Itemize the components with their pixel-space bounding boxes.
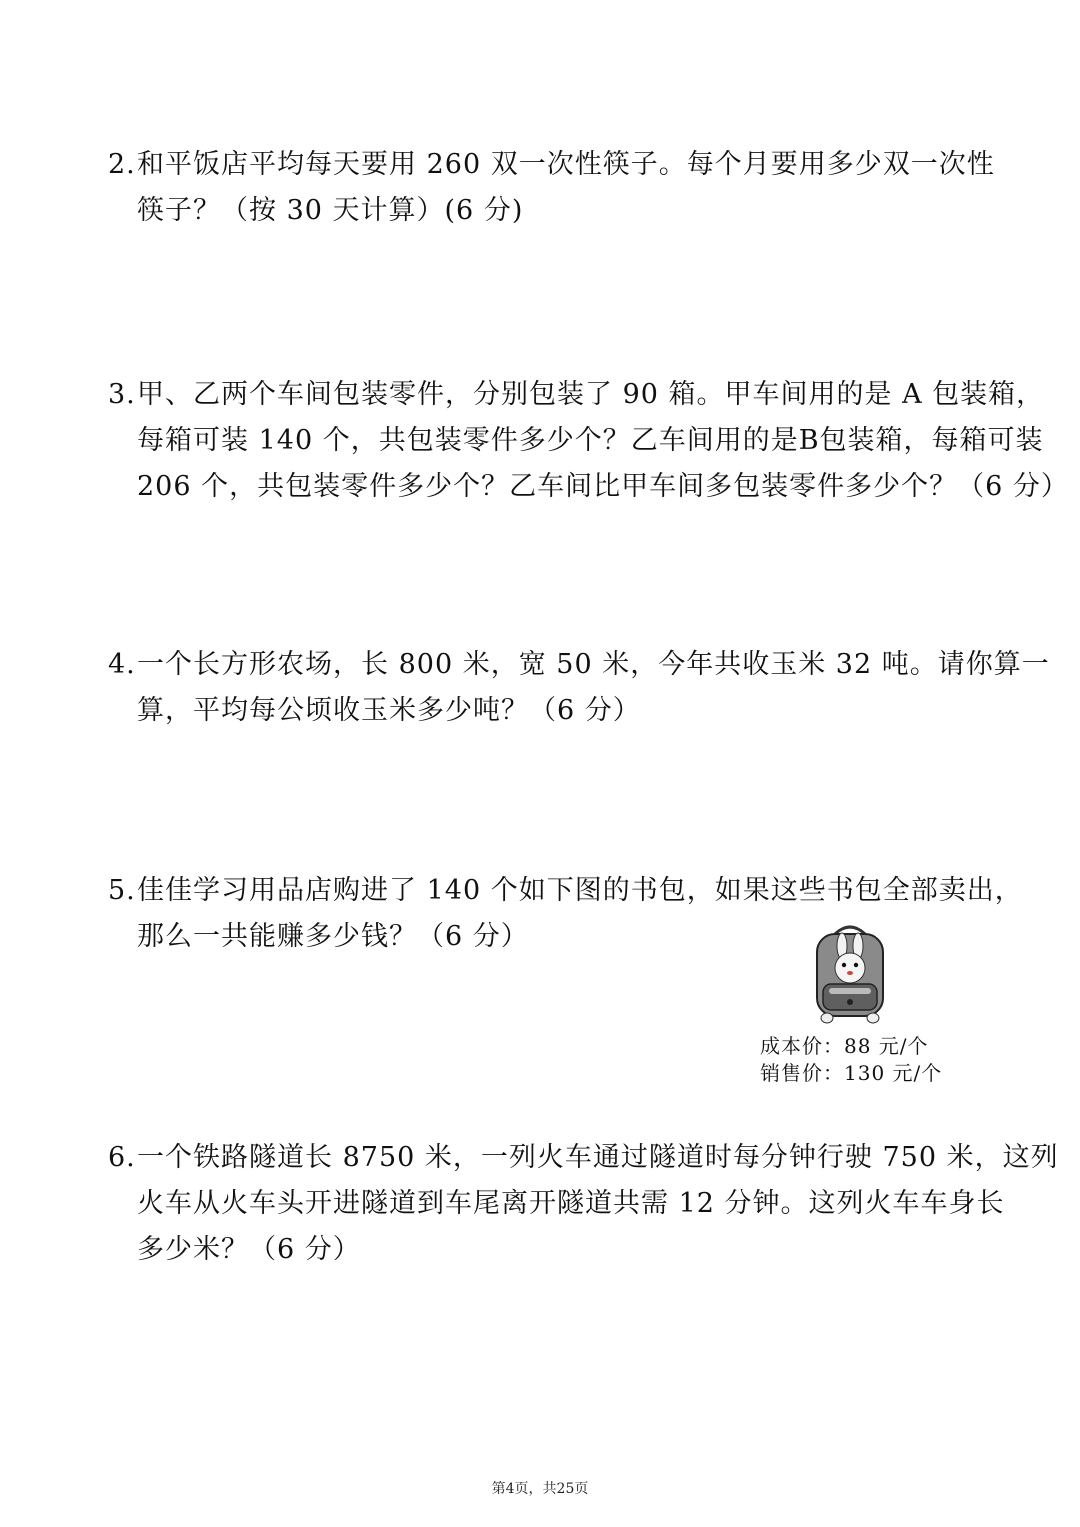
problem-number: 5. <box>108 875 136 906</box>
problem-4 <box>108 642 1050 734</box>
problem-text: 佳佳学习用品店购进了 140 个如下图的书包，如果这些书包全部卖出， <box>137 875 1023 906</box>
problem-2 <box>108 142 995 234</box>
problem-text: 火车从火车头开进隧道到车尾离开隧道共需 12 分钟。这列火车车身长 <box>137 1188 1005 1219</box>
problem-text: 和平饭店平均每天要用 260 双一次性筷子。每个月要用多少双一次性 <box>137 149 995 180</box>
problem-text: 一个长方形农场，长 800 米，宽 50 米，今年共收玉米 32 吨。请你算一 <box>137 649 1050 680</box>
problem-text: 一个铁路隧道长 8750 米，一列火车通过隧道时每分钟行驶 750 米，这列 <box>137 1142 1059 1173</box>
problem-text: 筷子？（按 30 天计算）(6 分) <box>137 195 524 226</box>
sale-price-label: 销售价：130 元/个 <box>760 1061 943 1085</box>
problem-line <box>108 642 1050 688</box>
problem-text: 算，平均每公顷收玉米多少吨？（6 分） <box>137 695 641 726</box>
problem-number: 4. <box>108 649 136 680</box>
problem-line <box>108 868 1023 914</box>
cost-price-label: 成本价：88 元/个 <box>760 1034 929 1058</box>
problem-6 <box>108 1135 1059 1273</box>
problem-text: 那么一共能赚多少钱？（6 分） <box>137 921 529 952</box>
backpack-icon <box>805 920 895 1030</box>
page-number-footer: 第4页，共25页 <box>491 1481 589 1497</box>
problem-number: 2. <box>108 149 136 180</box>
problem-3 <box>108 372 1069 510</box>
problem-text: 多少米？（6 分） <box>137 1234 361 1265</box>
problem-text: 206 个，共包装零件多少个？乙车间比甲车间多包装零件多少个？（6 分） <box>137 471 1069 502</box>
problem-line <box>108 142 995 188</box>
problem-number: 3. <box>108 379 136 410</box>
problem-number: 6. <box>108 1142 136 1173</box>
problem-text: 每箱可装 140 个，共包装零件多少个？乙车间用的是B包装箱，每箱可装 <box>137 425 1044 456</box>
problem-line <box>108 372 1045 418</box>
problem-text: 甲、乙两个车间包装零件，分别包装了 90 箱。甲车间用的是 A 包装箱， <box>137 379 1045 410</box>
backpack-figure <box>760 920 960 1090</box>
problem-line <box>108 1135 1059 1181</box>
